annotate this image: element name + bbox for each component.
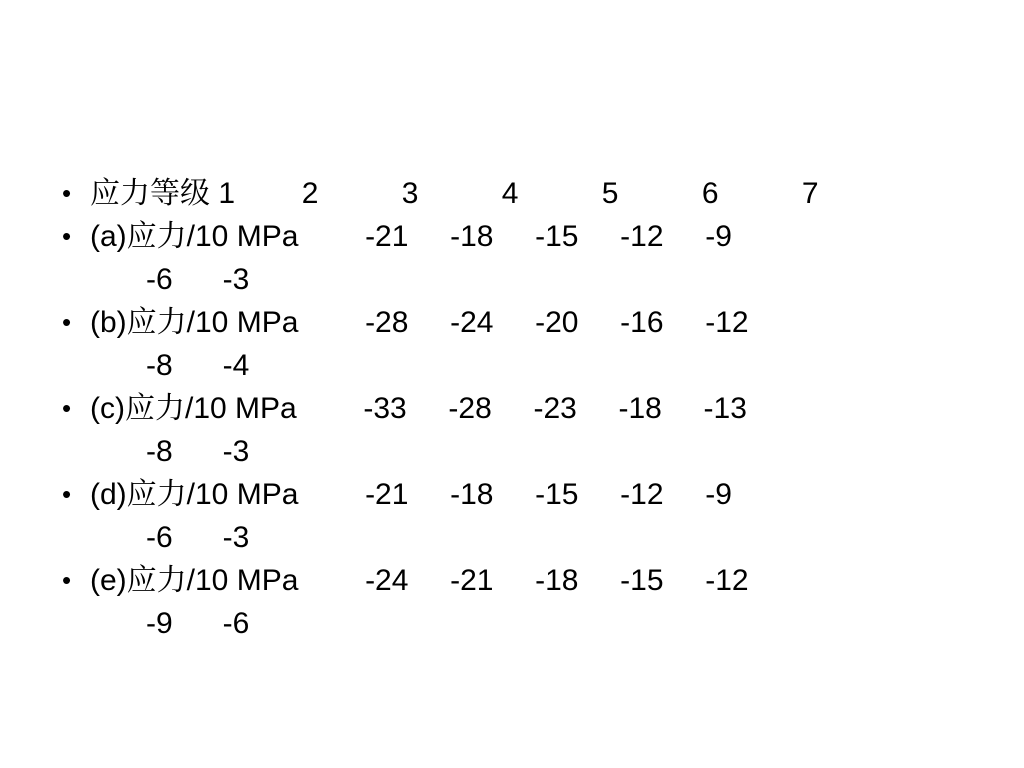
list-item-body xyxy=(90,559,986,645)
bullet-icon: • xyxy=(62,393,72,423)
bullet-icon: • xyxy=(62,221,72,251)
list-item-text-continued: -6 -3 xyxy=(146,521,250,554)
list-item-text: (d)应力/10 MPa -21 -18 -15 -12 -9 xyxy=(90,478,732,511)
list-item xyxy=(56,559,986,645)
list-item-text-continued: -8 -3 xyxy=(146,435,250,468)
list-item xyxy=(56,172,986,215)
list-item-text: (c)应力/10 MPa -33 -28 -23 -18 -13 xyxy=(90,392,747,425)
list-item-text-continued: -8 -4 xyxy=(146,349,250,382)
bullet-icon: • xyxy=(62,178,72,208)
list-item xyxy=(56,473,986,559)
list-item-text: 应力等级 1 2 3 4 5 6 7 xyxy=(90,177,819,210)
list-item-body xyxy=(90,301,986,387)
list-item xyxy=(56,215,986,301)
list-item xyxy=(56,301,986,387)
list-item-text: (a)应力/10 MPa -21 -18 -15 -12 -9 xyxy=(90,220,732,253)
list-item-text-continued: -9 -6 xyxy=(146,607,250,640)
bullet-icon: • xyxy=(62,479,72,509)
list-item xyxy=(56,387,986,473)
list-item-body xyxy=(90,172,986,215)
list-item-text-continued: -6 -3 xyxy=(146,263,250,296)
list-item-body xyxy=(90,473,986,559)
list-item-body xyxy=(90,387,986,473)
bullet-list xyxy=(56,172,986,645)
bullet-icon: • xyxy=(62,565,72,595)
list-item-text: (e)应力/10 MPa -24 -21 -18 -15 -12 xyxy=(90,564,749,597)
list-item-text: (b)应力/10 MPa -28 -24 -20 -16 -12 xyxy=(90,306,749,339)
bullet-icon: • xyxy=(62,307,72,337)
list-item-body xyxy=(90,215,986,301)
